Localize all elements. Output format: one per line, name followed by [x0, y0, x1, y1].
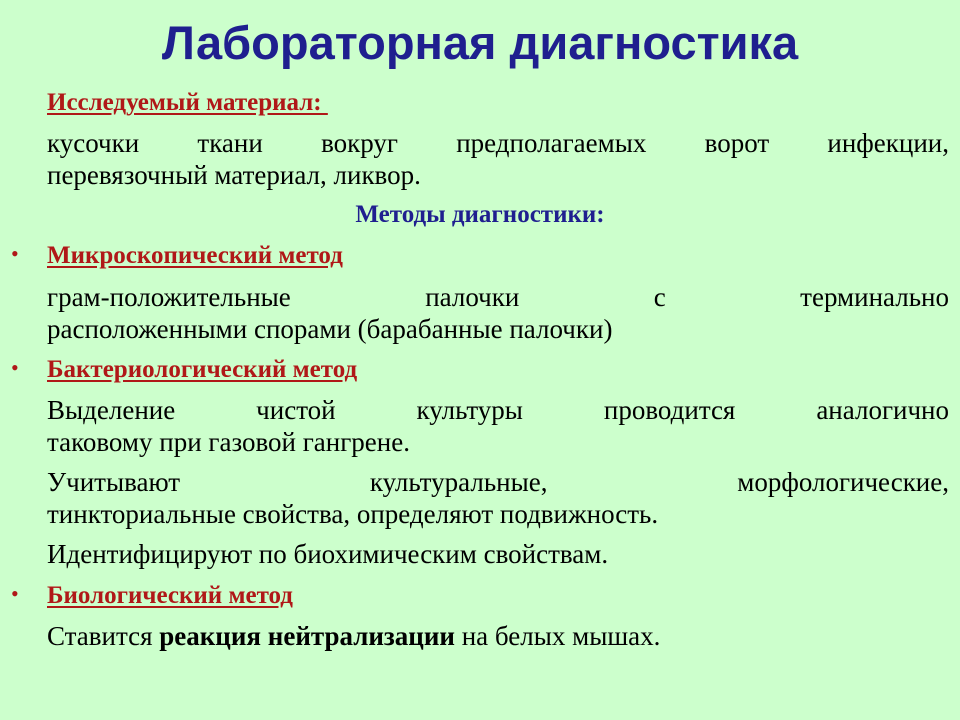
- bullet-dot-icon: •: [11, 355, 19, 380]
- microscopic-text-line1: грам-положительные палочки с терминально: [47, 282, 949, 312]
- bullet-dot-icon: •: [11, 241, 19, 266]
- microscopic-text-line2: расположенными спорами (барабанные палочки): [47, 314, 613, 344]
- microscopic-heading: Микроскопический метод: [47, 242, 343, 269]
- bacteriological-text-1-line2: таковому при газовой гангрене.: [47, 427, 410, 457]
- bacteriological-text-1: [47, 394, 949, 458]
- bacteriological-text-2-line2: тинкториальные свойства, определяют подвижность.: [47, 499, 659, 529]
- biological-text: [47, 620, 660, 652]
- bacteriological-text-3: Идентифицируют по биохимическим свойствам.: [47, 539, 609, 569]
- slide-title: Лабораторная диагностика: [161, 16, 799, 69]
- bullet-dot-icon: •: [11, 581, 19, 606]
- biological-text-bold: реакция нейтрализации: [159, 621, 455, 651]
- bacteriological-text-2-line1: Учитывают культуральные, морфологические,: [47, 467, 949, 497]
- biological-text-before: Ставится: [47, 621, 160, 651]
- material-text-line2: перевязочный материал, ликвор.: [47, 160, 421, 190]
- bacteriological-text-2: [47, 466, 949, 530]
- biological-text-after: на белых мышах.: [454, 621, 661, 651]
- methods-heading: Методы диагностики:: [355, 201, 605, 228]
- material-heading: Исследуемый материал:: [47, 89, 328, 116]
- bacteriological-text-1-line1: Выделение чистой культуры проводится аналогично: [47, 395, 949, 425]
- biological-heading: Биологический метод: [47, 582, 293, 609]
- microscopic-text: [47, 281, 949, 345]
- material-text: [47, 127, 949, 191]
- material-text-line1: кусочки ткани вокруг предполагаемых ворот инфекции,: [47, 128, 949, 158]
- bacteriological-heading: Бактериологический метод: [47, 356, 358, 383]
